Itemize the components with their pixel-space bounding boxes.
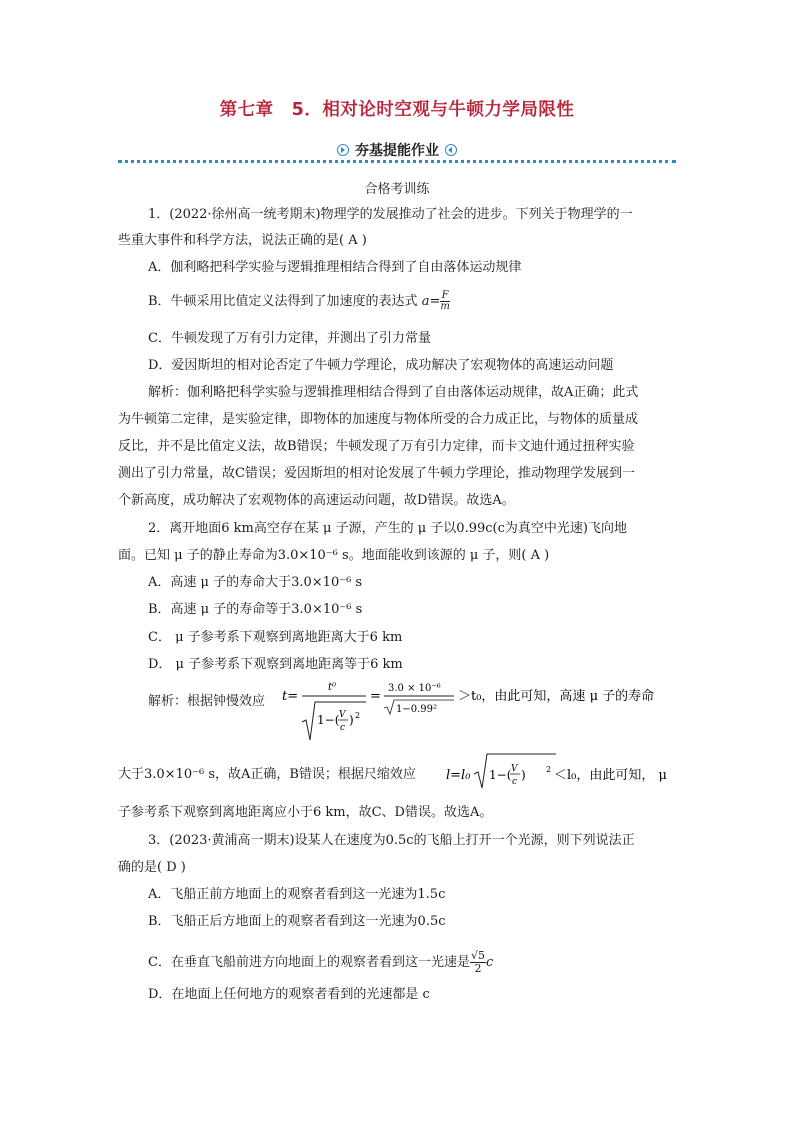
q1-formula-fraction: $\frac{F}{m}$ — [440, 290, 450, 312]
svg-text:l=l₀: l=l₀ — [446, 768, 471, 783]
dotted-divider — [118, 160, 676, 163]
q3-option-b: B．飞船正后方地面上的观察者看到这一光速为0.5c — [148, 914, 446, 929]
q1-solution-line1: 解析：伽利略把科学实验与逻辑推理相结合得到了自由落体运动规律，故A正确；此式 — [148, 385, 639, 400]
svg-text:=: = — [370, 689, 381, 704]
svg-text:1−(: 1−( — [317, 713, 340, 727]
arrow-left-icon — [445, 144, 457, 156]
svg-text:t⁰: t⁰ — [328, 682, 337, 693]
q2-solution-line1-text: 解析：根据钟慢效应 — [148, 694, 266, 709]
q1-stem-line1: 1．(2022·徐州高一统考期末)物理学的发展推动了社会的进步。下列关于物理学的一 — [148, 207, 633, 222]
svg-text:c: c — [340, 723, 346, 733]
q1-stem-line2: 些重大事件和科学方法，说法正确的是( A ) — [118, 233, 367, 248]
q2-option-d: D． μ 子参考系下观察到离地距离等于6 km — [148, 657, 403, 672]
q1-option-b: B．牛顿采用比值定义法得到了加速度的表达式 a= $\frac{F}{m}$ — [148, 290, 450, 312]
q1-solution-line5: 个新高度，成功解决了宏观物体的高速运动问题，故D错误。故选A。 — [118, 493, 515, 508]
q2-option-a: A．高速 μ 子的寿命大于3.0×10⁻⁶ s — [148, 575, 363, 590]
svg-text:V: V — [511, 764, 518, 774]
arrow-right-icon — [337, 144, 349, 156]
svg-text:1−(: 1−( — [489, 768, 512, 782]
q1-option-a: A．伽利略把科学实验与逻辑推理相结合得到了自由落体运动规律 — [148, 260, 522, 275]
svg-text:): ) — [521, 768, 526, 782]
q2-stem-line2: 面。已知 μ 子的静止寿命为3.0×10⁻⁶ s。地面能收到该源的 μ 子，则( A ) — [118, 548, 550, 563]
q1-solution-line3: 反比，并不是比值定义法，故B错误；牛顿发现了万有引力定律，而卡文迪什通过扭秤实验 — [118, 439, 635, 454]
svg-text:2: 2 — [355, 711, 361, 720]
banner-label: 夯基提能作业 — [355, 143, 439, 159]
svg-text:t=: t= — [282, 689, 299, 704]
svg-text:2: 2 — [546, 765, 552, 774]
q2-length-contraction-formula — [446, 750, 686, 790]
svg-text:V: V — [339, 710, 346, 720]
q2-solution-line3: 子参考系下观察到离地距离应小于6 km，故C、D错误。故选A。 — [118, 805, 493, 820]
q2-option-c: C． μ 子参考系下观察到离地距离大于6 km — [148, 630, 403, 645]
q1-solution-line4: 测出了引力常量，故C错误；爱因斯坦的相对论发展了牛顿力学理论，推动物理学发展到一 — [118, 466, 635, 481]
q3-option-a: A．飞船正前方地面上的观察者看到这一光速为1.5c — [148, 887, 446, 902]
q1-solution-line2: 为牛顿第二定律，是实验定律，即物体的加速度与物体所受的合力成正比，与物体的质量成 — [118, 412, 639, 427]
q3-fraction: $\frac{√5}{2}$ — [470, 949, 485, 975]
q1-option-c: C．牛顿发现了万有引力定律，并测出了引力常量 — [148, 331, 431, 346]
section-title: 合格考训练 — [364, 182, 430, 197]
svg-text:1−0.99²: 1−0.99² — [396, 704, 438, 715]
q3-option-d: D．在地面上任何地方的观察者看到的光速都是 c — [148, 987, 430, 1002]
section-banner — [118, 138, 676, 166]
svg-text:3.0 × 10⁻⁶: 3.0 × 10⁻⁶ — [388, 683, 441, 694]
svg-text:c: c — [512, 777, 518, 787]
q1-formula-a: a= — [421, 294, 441, 309]
q3-stem-line1: 3．(2023·黄浦高一期末)设某人在速度为0.5c的飞船上打开一个光源，则下列说法正 — [148, 833, 635, 848]
q2-solution-line2-text: 大于3.0×10⁻⁶ s，故A正确，B错误；根据尺缩效应 — [118, 767, 416, 782]
q2-stem-line1: 2．离开地面6 km高空存在某 μ 子源，产生的 μ 子以0.99c(c为真空中光速)飞向地 — [148, 521, 627, 536]
q2-option-b: B．高速 μ 子的寿命等于3.0×10⁻⁶ s — [148, 602, 363, 617]
page-title: 第七章 5．相对论时空观与牛顿力学局限性 — [219, 100, 575, 120]
q3-option-c: C．在垂直飞船前进方向地面上的观察者看到这一光速是 $\frac{√5}{2}$ c — [148, 949, 494, 975]
svg-text:): ) — [349, 713, 354, 727]
q1-option-d: D．爱因斯坦的相对论否定了牛顿力学理论，成功解决了宏观物体的高速运动问题 — [148, 358, 614, 373]
svg-text:＜l₀，由此可知， μ: ＜l₀，由此可知， μ — [554, 768, 667, 783]
q2-time-dilation-formula — [282, 680, 682, 744]
q3-stem-line2: 确的是( D ) — [118, 860, 186, 875]
svg-text:＞t₀，由此可知，高速 μ 子的寿命: ＞t₀，由此可知，高速 μ 子的寿命 — [458, 689, 655, 704]
